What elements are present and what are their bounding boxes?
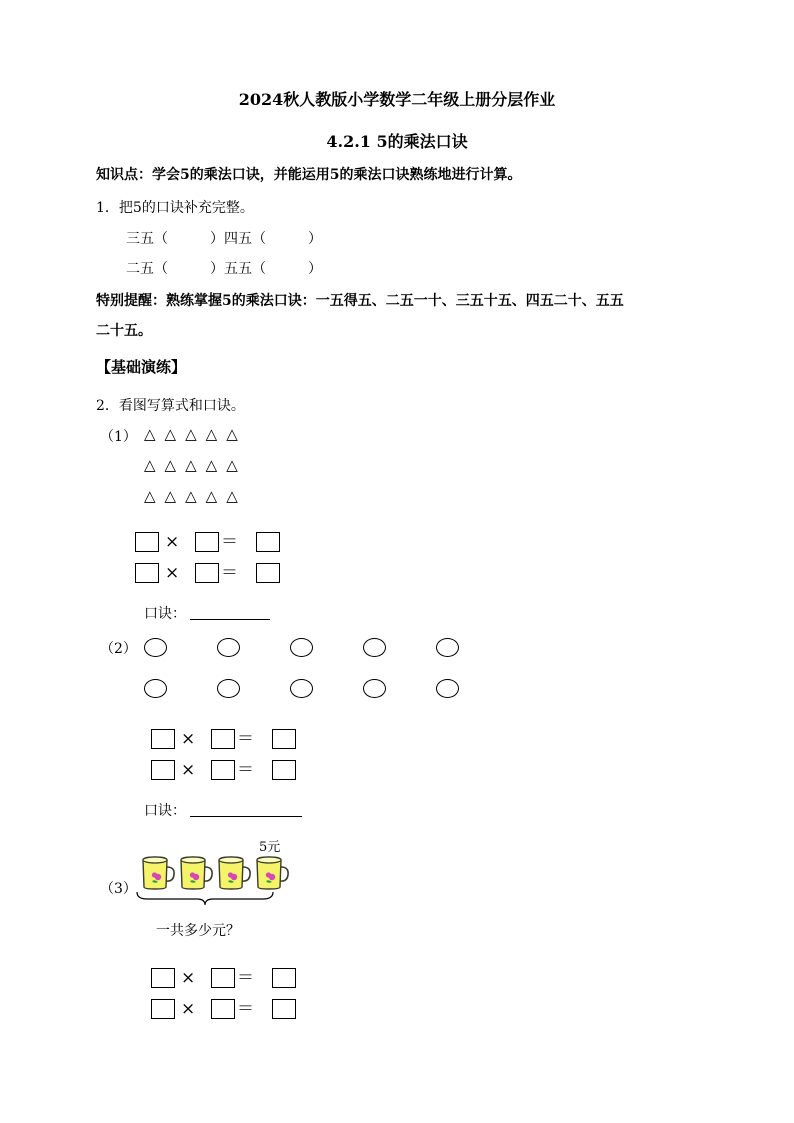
triangle-row-1 xyxy=(144,425,238,443)
circle-icon xyxy=(436,679,459,698)
answer-box[interactable] xyxy=(151,999,175,1019)
times-sign: × xyxy=(181,968,196,988)
answer-box[interactable] xyxy=(195,563,219,583)
koujue-answer-line[interactable] xyxy=(190,816,302,817)
circle-icon xyxy=(363,679,386,698)
special-tip-line-1: 特别提醒：熟练掌握5的乘法口诀：一五得五、二五一十、三五十五、四五二十、五五 xyxy=(96,293,624,309)
question-1-row-1: 三五（ ）四五（ ） xyxy=(126,231,322,247)
part-3-label: （3） xyxy=(100,881,137,897)
equals-sign: ＝ xyxy=(221,563,238,583)
question-3-prompt: 一共多少元？ xyxy=(156,923,240,939)
equals-sign: ＝ xyxy=(237,729,254,749)
part-2-label: （2） xyxy=(100,641,137,657)
question-1-row-2: 二五（ ）五五（ ） xyxy=(126,261,322,277)
triangle-icon: △ xyxy=(205,425,218,443)
mug-icon xyxy=(139,855,177,891)
question-1-stem: 1．把5的口诀补充完整。 xyxy=(96,200,254,216)
triangle-icon: △ xyxy=(205,456,218,474)
question-2-stem: 2．看图写算式和口诀。 xyxy=(96,398,245,414)
circle-icon xyxy=(363,638,386,657)
page-title: 2024秋人教版小学数学二年级上册分层作业 xyxy=(238,90,556,109)
answer-box[interactable] xyxy=(195,532,219,552)
triangle-icon: △ xyxy=(164,425,177,443)
circle-icon xyxy=(217,638,240,657)
triangle-icon: △ xyxy=(164,456,177,474)
koujue-answer-line[interactable] xyxy=(190,619,270,620)
answer-box[interactable] xyxy=(211,760,235,780)
circle-icon xyxy=(290,679,313,698)
answer-box[interactable] xyxy=(272,999,296,1019)
triangle-icon: △ xyxy=(144,456,156,474)
answer-box[interactable] xyxy=(211,999,235,1019)
circle-icon xyxy=(436,638,459,657)
mug-icon xyxy=(253,855,291,891)
triangle-icon: △ xyxy=(185,456,197,474)
times-sign: × xyxy=(165,563,180,583)
answer-box[interactable] xyxy=(211,729,235,749)
answer-box[interactable] xyxy=(151,968,175,988)
times-sign: × xyxy=(181,729,196,749)
triangle-icon: △ xyxy=(226,425,238,443)
times-sign: × xyxy=(181,760,196,780)
knowledge-point: 知识点：学会5的乘法口诀，并能运用5的乘法口诀熟练地进行计算。 xyxy=(96,167,522,183)
equals-sign: ＝ xyxy=(237,760,254,780)
answer-box[interactable] xyxy=(135,532,159,552)
equals-sign: ＝ xyxy=(221,532,238,552)
lesson-title: 4.2.1 5的乘法口诀 xyxy=(326,132,468,151)
equals-sign: ＝ xyxy=(237,999,254,1019)
answer-box[interactable] xyxy=(272,760,296,780)
answer-box[interactable] xyxy=(256,563,280,583)
triangle-icon: △ xyxy=(226,487,238,505)
mug-icon xyxy=(215,855,253,891)
koujue-label: 口诀： xyxy=(144,803,186,819)
part-1-label: （1） xyxy=(100,429,137,445)
circle-icon xyxy=(144,679,167,698)
answer-box[interactable] xyxy=(151,729,175,749)
mug-icon xyxy=(177,855,215,891)
section-heading: 【基础演练】 xyxy=(96,358,187,376)
triangle-icon: △ xyxy=(185,487,197,505)
triangle-icon: △ xyxy=(164,487,177,505)
triangle-icon: △ xyxy=(144,487,156,505)
answer-box[interactable] xyxy=(151,760,175,780)
answer-box[interactable] xyxy=(256,532,280,552)
triangle-icon: △ xyxy=(205,487,218,505)
answer-box[interactable] xyxy=(272,729,296,749)
times-sign: × xyxy=(165,532,180,552)
special-tip-line-2: 二十五。 xyxy=(96,323,152,339)
times-sign: × xyxy=(181,999,196,1019)
circle-icon xyxy=(217,679,240,698)
triangle-row-3 xyxy=(144,487,238,505)
koujue-label: 口诀： xyxy=(144,606,186,622)
triangle-row-2 xyxy=(144,456,238,474)
triangle-icon: △ xyxy=(226,456,238,474)
circle-icon xyxy=(290,638,313,657)
answer-box[interactable] xyxy=(135,563,159,583)
curly-brace-icon xyxy=(135,891,275,907)
triangle-icon: △ xyxy=(185,425,197,443)
triangle-icon: △ xyxy=(144,425,156,443)
circle-icon xyxy=(144,638,167,657)
equals-sign: ＝ xyxy=(237,968,254,988)
price-label: 5元 xyxy=(259,840,281,855)
answer-box[interactable] xyxy=(272,968,296,988)
answer-box[interactable] xyxy=(211,968,235,988)
